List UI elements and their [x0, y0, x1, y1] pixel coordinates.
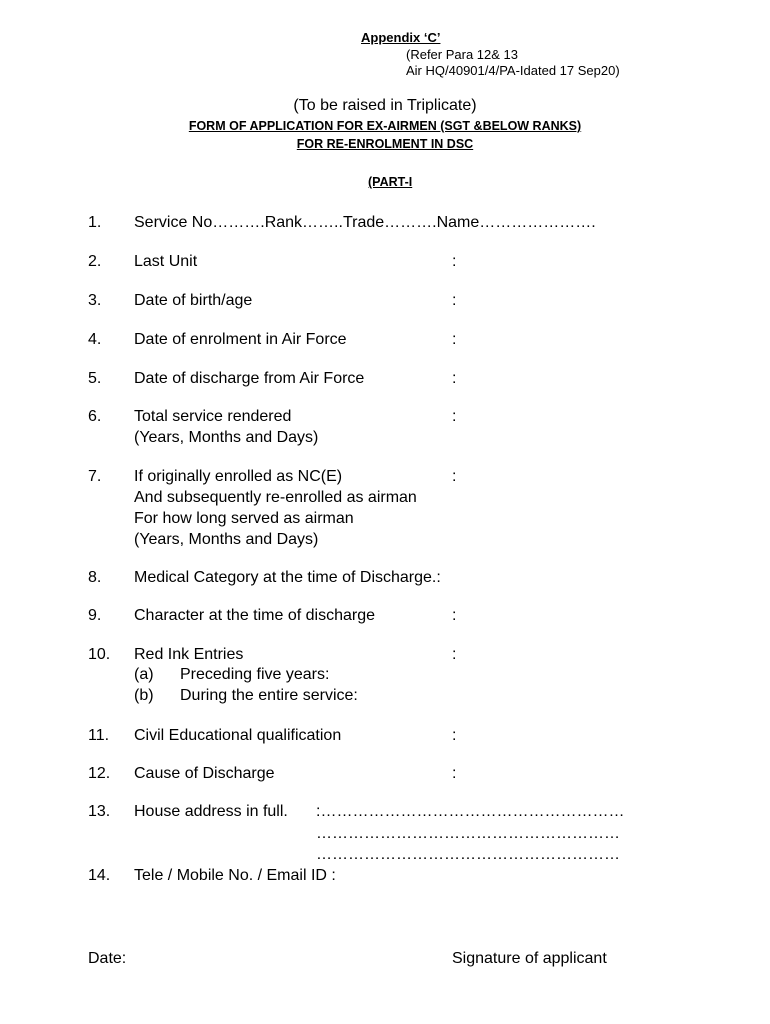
nce-enrolment-line-4: (Years, Months and Days) — [134, 531, 319, 548]
nce-enrolment-label: If originally enrolled as NC(E) — [134, 468, 343, 485]
item-number: 3. — [88, 292, 102, 309]
item-number: 4. — [88, 331, 102, 348]
entire-service-field[interactable]: During the entire service: — [180, 687, 358, 704]
item-number: 1. — [88, 214, 102, 231]
discharge-cause-label: Cause of Discharge — [134, 765, 275, 782]
preceding-five-years-field[interactable]: Preceding five years: — [180, 666, 330, 683]
discharge-date-label: Date of discharge from Air Force — [134, 370, 365, 387]
item-number: 14. — [88, 867, 111, 884]
total-service-label: Total service rendered — [134, 408, 292, 425]
item-number: 2. — [88, 253, 102, 270]
house-address-label: House address in full. — [134, 803, 288, 820]
service-details-field[interactable]: Service No……….Rank……..Trade……….Name…………………. — [134, 214, 596, 231]
last-unit-label: Last Unit — [134, 253, 198, 270]
contact-field[interactable]: Tele / Mobile No. / Email ID : — [134, 867, 336, 884]
total-service-sublabel: (Years, Months and Days) — [134, 429, 319, 446]
appendix-heading: Appendix ‘C’ — [361, 30, 441, 45]
sub-item-marker: (a) — [134, 666, 154, 683]
signature-field[interactable]: Signature of applicant — [452, 950, 607, 967]
education-field[interactable]: : — [452, 727, 457, 744]
item-number: 8. — [88, 569, 102, 586]
form-title-line-2: FOR RE-ENROLMENT IN DSC — [296, 137, 474, 151]
enrolment-date-field[interactable]: : — [452, 331, 457, 348]
last-unit-field[interactable]: : — [452, 253, 457, 270]
item-number: 5. — [88, 370, 102, 387]
sub-item-marker: (b) — [134, 687, 154, 704]
enrolment-date-label: Date of enrolment in Air Force — [134, 331, 347, 348]
item-number: 12. — [88, 765, 111, 782]
item-number: 13. — [88, 803, 111, 820]
nce-enrolment-field[interactable]: : — [452, 468, 457, 485]
total-service-field[interactable]: : — [452, 408, 457, 425]
item-number: 6. — [88, 408, 102, 425]
nce-enrolment-line-2: And subsequently re-enrolled as airman — [134, 489, 417, 506]
part-heading: (PART-I — [368, 175, 413, 189]
red-ink-entries-label: Red Ink Entries — [134, 646, 244, 663]
date-of-birth-label: Date of birth/age — [134, 292, 253, 309]
character-field[interactable]: : — [452, 607, 457, 624]
date-of-birth-field[interactable]: : — [452, 292, 457, 309]
nce-enrolment-line-3: For how long served as airman — [134, 510, 354, 527]
medical-category-field[interactable]: Medical Category at the time of Discharge.: — [134, 569, 441, 586]
discharge-date-field[interactable]: : — [452, 370, 457, 387]
triplicate-note: (To be raised in Triplicate) — [293, 97, 477, 114]
discharge-cause-field[interactable]: : — [452, 765, 457, 782]
reference-line-1: (Refer Para 12& 13 — [406, 47, 519, 62]
form-title-line-1: FORM OF APPLICATION FOR EX-AIRMEN (SGT &BELOW RANKS) — [188, 119, 582, 133]
house-address-field-line-3[interactable]: ………………………………………………… — [316, 846, 620, 863]
education-label: Civil Educational qualification — [134, 727, 342, 744]
item-number: 10. — [88, 646, 111, 663]
house-address-field-line-2[interactable]: ………………………………………………… — [316, 825, 620, 842]
character-label: Character at the time of discharge — [134, 607, 376, 624]
house-address-field-line-1[interactable]: :………………………………………………… — [316, 803, 625, 820]
reference-line-2: Air HQ/40901/4/PA-Idated 17 Sep20) — [406, 63, 620, 78]
red-ink-entries-field[interactable]: : — [452, 646, 457, 663]
item-number: 11. — [88, 727, 110, 744]
item-number: 7. — [88, 468, 102, 485]
item-number: 9. — [88, 607, 102, 624]
date-field[interactable]: Date: — [88, 950, 127, 967]
